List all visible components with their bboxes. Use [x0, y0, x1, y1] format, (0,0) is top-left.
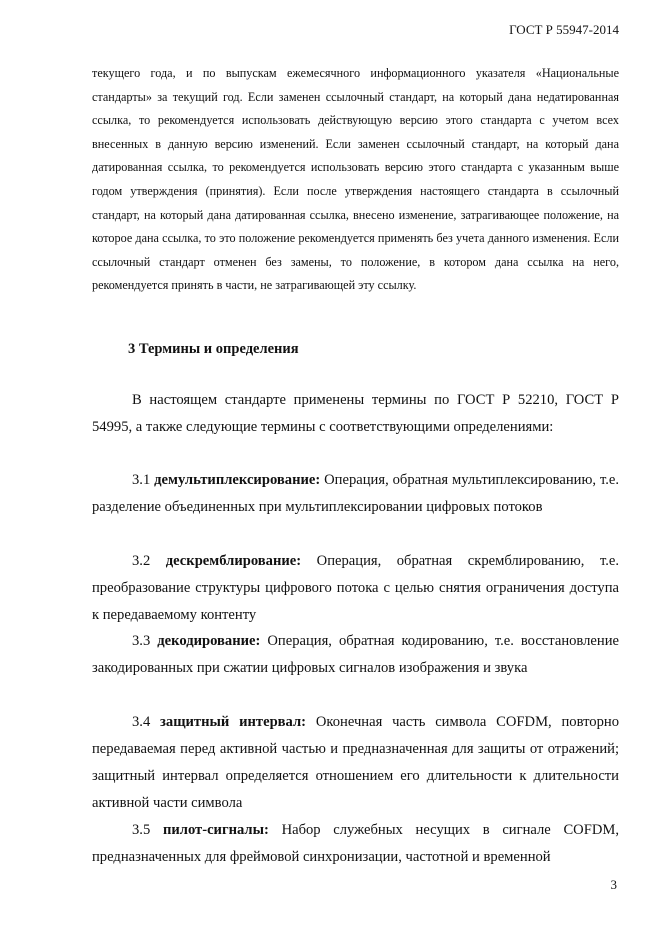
term-number: 3.1 — [132, 472, 151, 488]
term-number: 3.4 — [132, 714, 151, 730]
term-number: 3.5 — [132, 822, 151, 838]
term-number: 3.3 — [132, 633, 151, 649]
term-entry — [92, 548, 619, 629]
term-name: декодирование: — [157, 633, 261, 649]
term-name: защитный интервал: — [160, 714, 307, 730]
term-definition: Операция, обратная кодированию, т.е. восстановление закодированных при сжатии цифровых сигналов изображения и звука — [92, 633, 619, 676]
page-header-standard: ГОСТ Р 55947-2014 — [509, 22, 619, 37]
intro-paragraph: текущего года, и по выпускам ежемесячного информационного указателя «Национальные стандарты» за текущий год. Если заменен ссылочный стандарт, на который дана недатированная ссылка, то рекомендуется использовать действующую версию этого стандарта с учетом всех внесенных в данную версию изменений. Если заменен ссылочный стандарт, на который дана датированная ссылка, то рекомендуется использовать версию этого стандарта с указанным выше годом утверждения (принятия). Если после утверждения настоящего стандарта в ссылочный стандарт, на который дана датированная ссылка, внесено изменение, затрагивающее положение, на которое дана ссылка, то это положение рекомендуется применять без учета данного изменения. Если ссылочный стандарт отменен без замены, то положение, в котором дана ссылка на него, рекомендуется принять в части, не затрагивающей эту ссылку. — [92, 66, 619, 293]
term-entry — [92, 467, 619, 521]
term-definition: Операция, обратная мультиплексированию, т.е. разделение объединенных при мультиплексировании цифровых потоков — [92, 472, 619, 515]
term-entry — [92, 817, 619, 871]
term-name: демультиплексирование: — [154, 472, 321, 488]
term-definition: Оконечная часть символа COFDM, повторно передаваемая перед активной частью и предназначенная для защиты от отражений; защитный интервал определяется отношением его длительности к длительности активной части символа — [92, 714, 620, 811]
page-number: 3 — [610, 877, 617, 892]
section-title: 3 Термины и определения — [128, 341, 299, 357]
section-intro: В настоящем стандарте применены термины по ГОСТ Р 52210, ГОСТ Р 54995, а также следующие термины с соответствующими определениями: — [92, 392, 619, 435]
term-number: 3.2 — [132, 553, 151, 569]
term-entry — [92, 628, 619, 682]
term-name: пилот-сигналы: — [162, 822, 269, 838]
term-name: дескремблирование: — [165, 553, 302, 569]
term-entry — [92, 709, 619, 817]
term-definition: Операция, обратная скремблированию, т.е. преобразование структуры цифрового потока с целью снятия ограничения доступа к передаваемому контенту — [92, 553, 619, 623]
term-definition: Набор служебных несущих в сигнале COFDM, предназначенных для фреймовой синхронизации, частотной и временной — [92, 822, 620, 865]
